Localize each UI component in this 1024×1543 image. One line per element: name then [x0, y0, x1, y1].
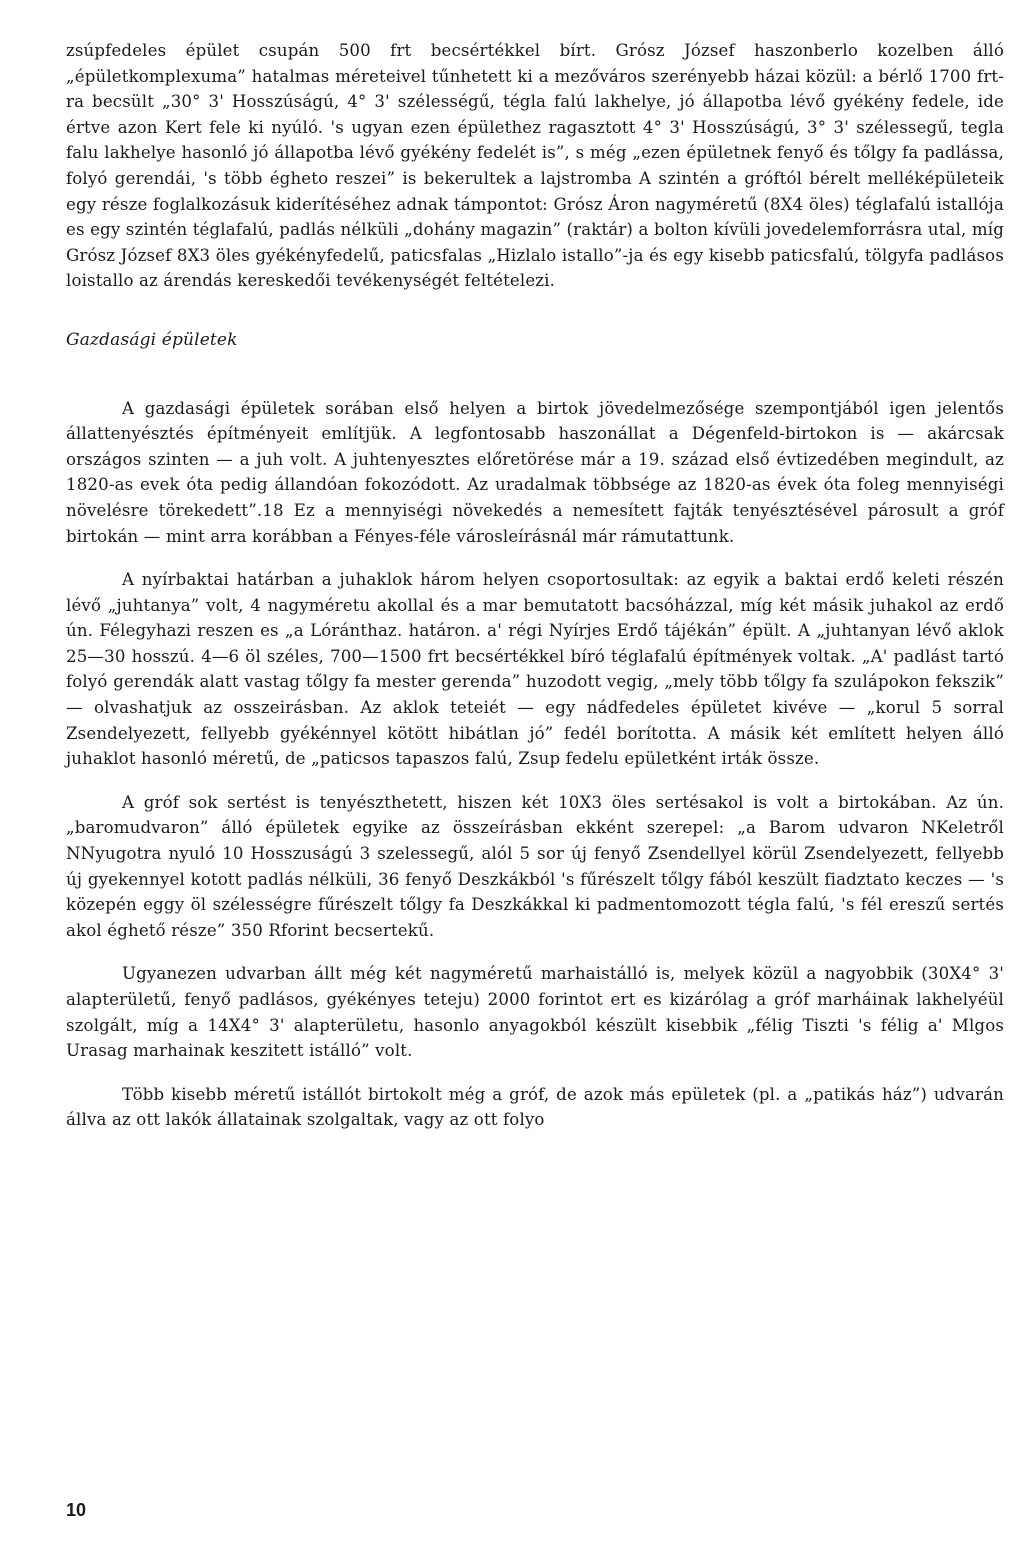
section-heading: Gazdasági épületek	[66, 329, 238, 350]
page-body	[66, 38, 1004, 1133]
paragraph-4: A gróf sok sertést is tenyészthetett, hiszen két 10X3 öles sertésakol is volt a birtokában. Az ún. „baromudvaron” álló épületek egyike az összeírásban ekként szerepel: „a Barom udvaron NKeletről NNyugotra nyuló 10 Hosszuságú 3 szelessegű, alól 5 sor új fenyő Zsendellyel körül Zsendelyezett, fellyebb új gyekennyel kotott padlás nélküli, 36 fenyő Deszkákból 's fűrészelt tőlgy fából keszült fiadztato keczes — 's közepén eggy öl szélességre fűrészelt tőlgy fa Deszkákkal ki padmentomozott tégla falú, 's fél ereszű sertés akol éghető része” 350 Rforint becsertekű.	[66, 792, 1004, 940]
paragraph-3: A nyírbaktai határban a juhaklok három helyen csoportosultak: az egyik a baktai erdő keleti részén lévő „juhtanya” volt, 4 nagyméretu akollal és a mar bemutatott bacsóházzal, míg két másik juhakol az erdő ún. Félegyhazi reszen es „a Lóránthaz. határon. a' régi Nyírjes Erdő tájékán” épült. A „juhtanyan lévő aklok 25—30 hosszú. 4—6 öl széles, 700—1500 frt becsértékkel bíró téglafalú építmények voltak. „A' padlást tartó folyó gerendák alatt vastag tőlgy fa mester gerenda” huzodott vegig, „mely több tőlgy fa szulápokon fekszik” — olvashatjuk az osszeirásban. Az aklok teteiét — egy nádfedeles épületet kivéve — „korul 5 sorral Zsendelyezett, fellyebb gyékénnyel kötött hibátlan jó” fedél borította. A másik két említett helyen álló juhaklot hasonló méretű, de „paticsos tapaszos falú, Zsup fedelu epületként irták össze.	[66, 570, 1004, 769]
paragraph-5: Ugyanezen udvarban állt még két nagyméretű marhaistálló is, melyek közül a nagyobbik (30X4° 3' alapterületű, fenyő padlásos, gyékényes teteju) 2000 forintot ert es kizárólag a gróf marháinak lakhelyéül szolgált, míg a 14X4° 3' alapterületu, hasonlo anyagokból készült kisebbik „félig Tiszti 's félig a' Mlgos Urasag marhainak keszitett istálló” volt.	[66, 964, 1004, 1061]
paragraph-2: A gazdasági épületek sorában első helyen a birtok jövedelmezősége szempontjából igen jelentős állattenyésztés építményeit említjük. A legfontosabb haszonállat a Dégenfeld-birtokon is — akárcsak országos szinten — a juh volt. A juhtenyesztes előretörése már a 19. század első évtizedében megindult, az 1820-as evek óta pedig állandóan fokozódott. Az uradalmak többsége az 1820-as évek óta foleg mennyiségi növelésre törekedett”.18 Ez a mennyiségi növekedés a nemesített fajták tenyésztésével párosult a gróf birtokán — mint arra korábban a Fényes-féle városleírásnál már rámutattunk.	[66, 398, 1004, 546]
paragraph-1: zsúpfedeles épület csupán 500 frt becsértékkel bírt. Grósz József haszonberlo kozelben álló „épületkomplexuma” hatalmas méreteivel tűnhetett ki a mezőváros szerényebb házai közül: a bérlő 1700 frt-ra becsült „30° 3' Hosszúságú, 4° 3' szélességű, tégla falú lakhelye, jó állapotba lévő gyékény fedele, ide értve azon Kert fele ki nyúló. 's ugyan ezen épülethez ragasztott 4° 3' Hosszúságú, 3° 3' szélessegű, tegla falu lakhelye hasonló jó állapotba lévő gyékény fedelét is”, s még „ezen épületnek fenyő és tőlgy fa padlássa, folyó gerendái, 's több égheto reszei” is bekerultek a lajstromba A szintén a gróftól bérelt melléképületeik egy része foglalkozásuk kiderítéséhez adnak támpontot: Grósz Áron nagyméretű (8X4 öles) téglafalú istallója es egy szintén téglafalú, padlás nélküli „dohány magazin” (raktár) a bolton kívüli jovedelemforrásra utal, míg Grósz József 8X3 öles gyékényfedelű, paticsfalas „Hizlalo istallo”-ja és egy kisebb paticsfalú, tölgyfa padlásos loistallo az árendás kereskedői tevékenységét feltételezi.	[66, 41, 1004, 291]
paragraph-6: Több kisebb méretű istállót birtokolt még a gróf, de azok más epületek (pl. a „patikás ház”) udvarán állva az ott lakók állatainak szolgaltak, vagy az ott folyo	[66, 1084, 1004, 1130]
page-number: 10	[66, 1500, 87, 1520]
